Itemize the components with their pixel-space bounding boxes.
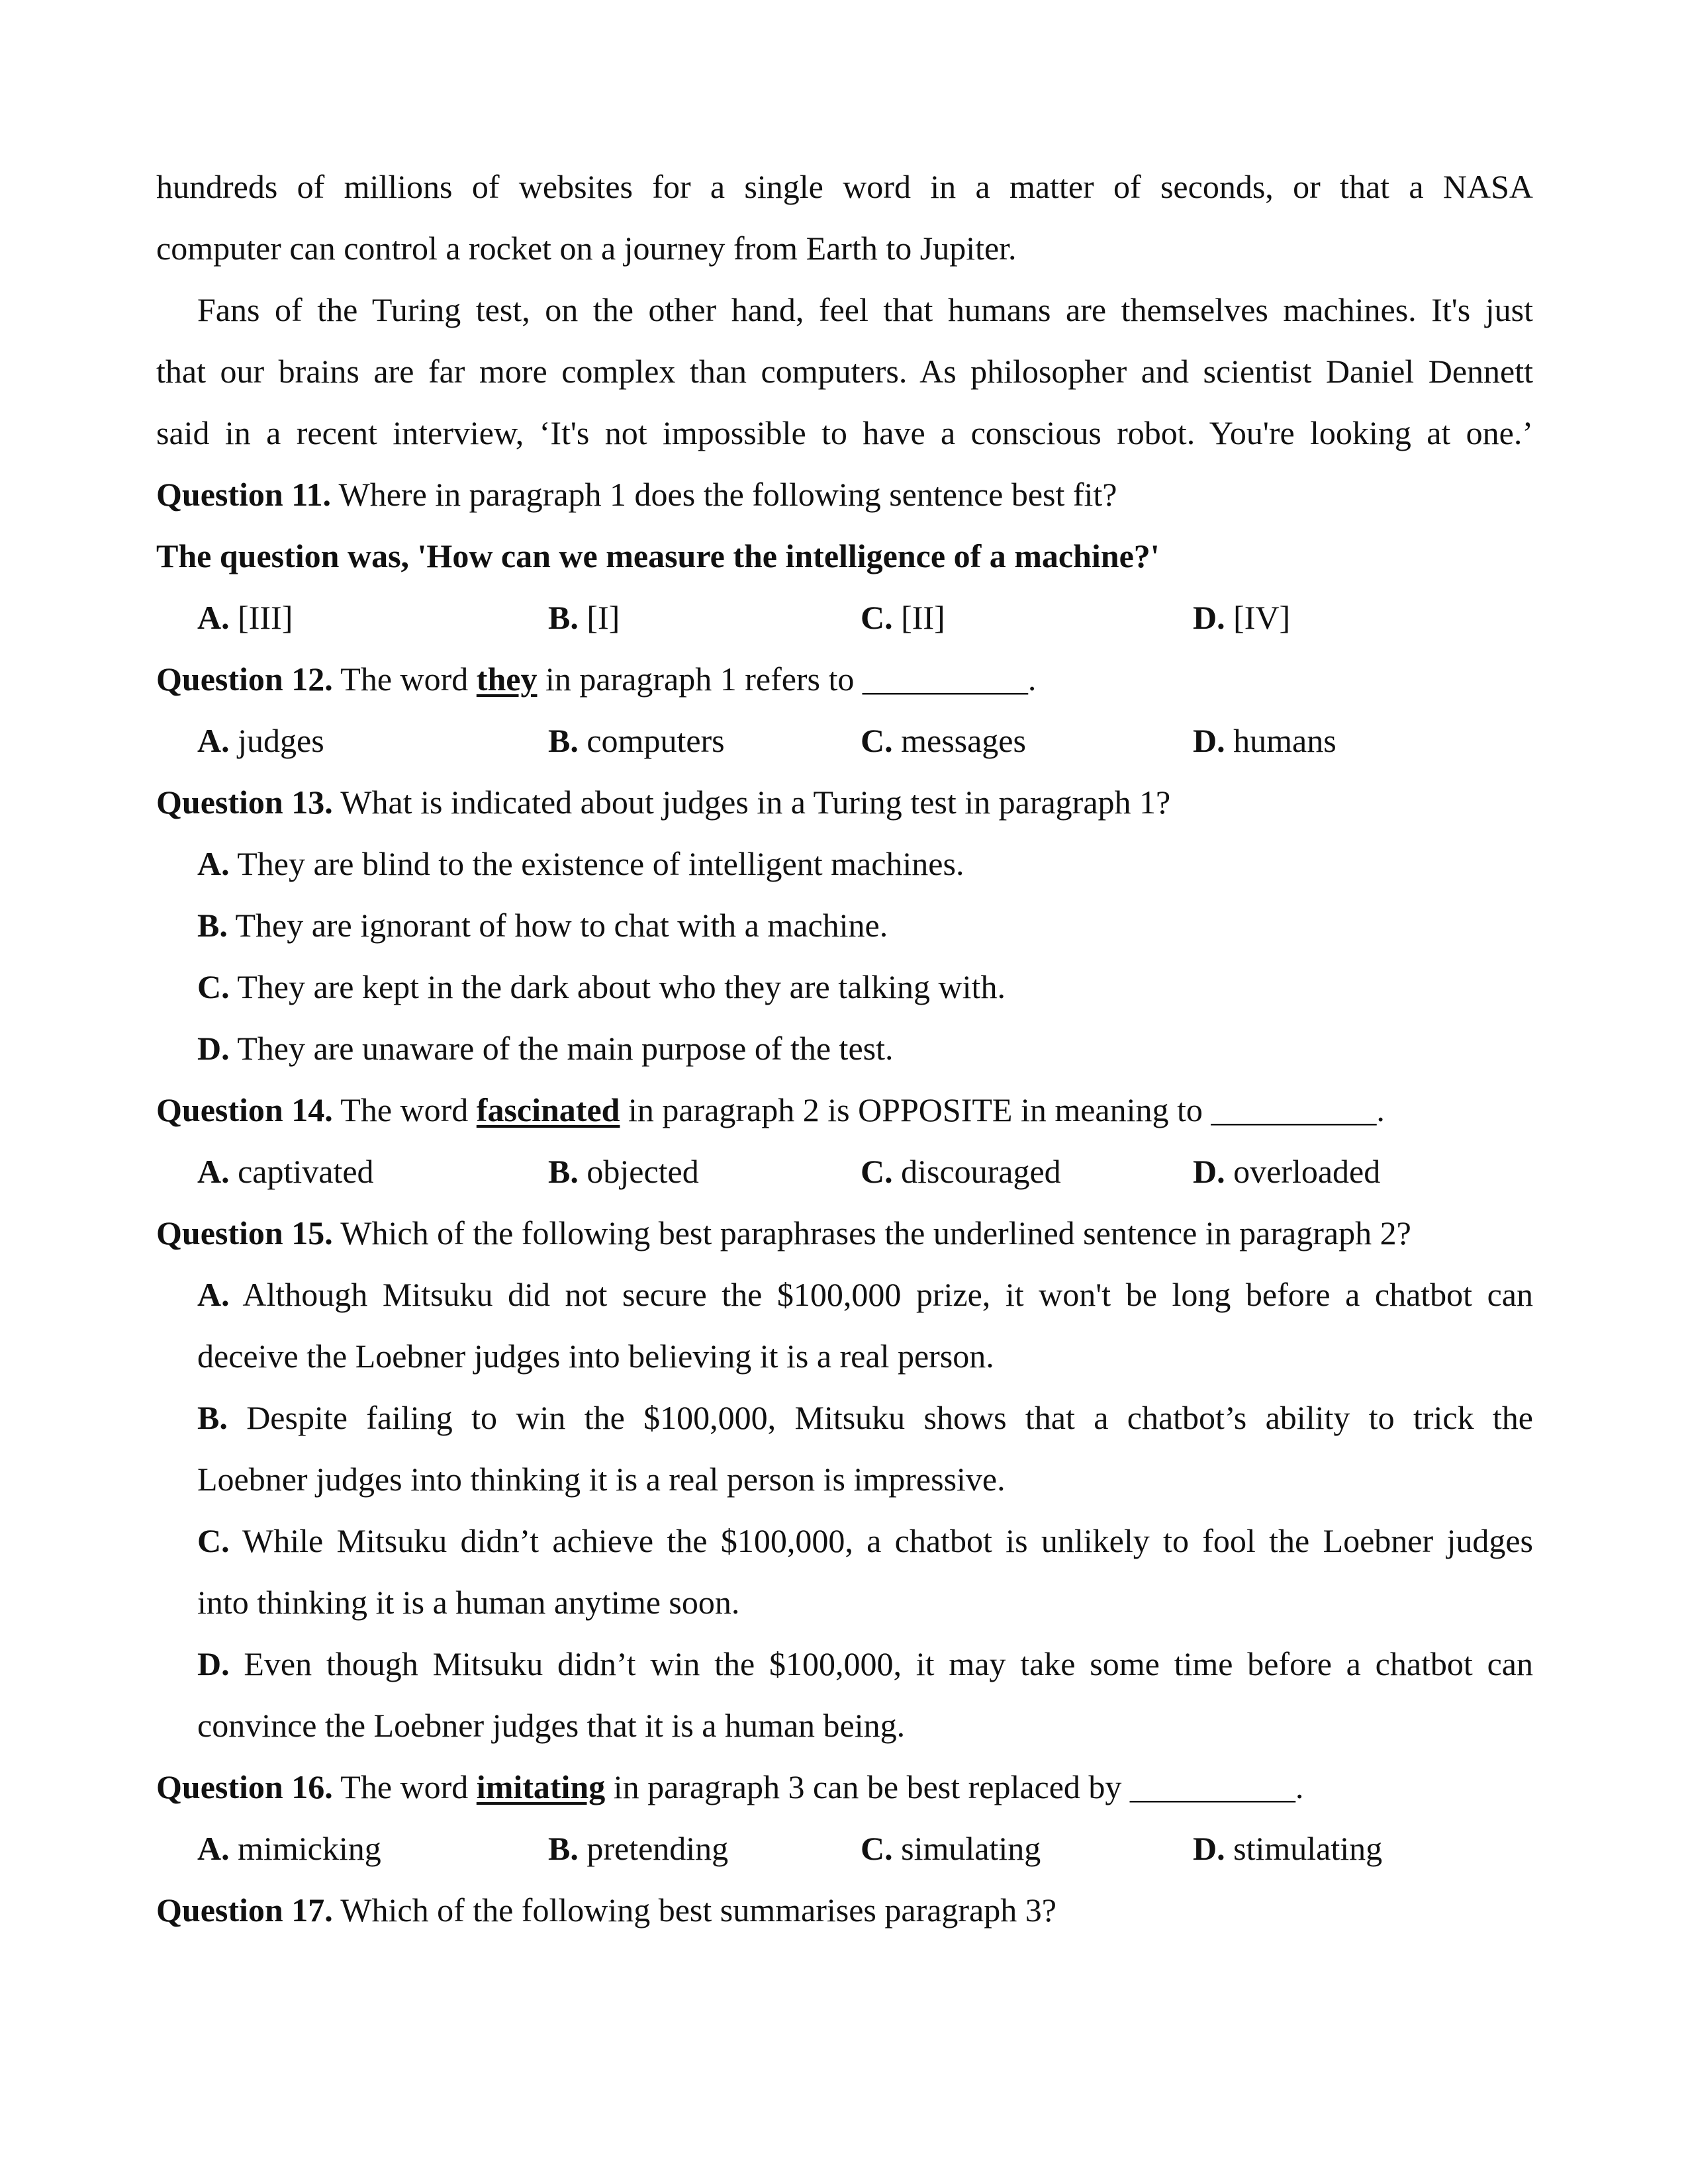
option-d[interactable]: D. They are unaware of the main purpose of the test. bbox=[197, 1030, 894, 1067]
question-label: Question 13. bbox=[156, 784, 333, 821]
question-stem: Question 14. The word fascinated in paragraph 2 is OPPOSITE in meaning to __________. bbox=[156, 1091, 1385, 1128]
question-label: Question 11. bbox=[156, 476, 331, 513]
option-b[interactable]: B. Despite failing to win the $100,000, Mitsuku shows that a chatbot’s ability to trick the Loebner judges into thinking it is a real person is impressive. bbox=[197, 1399, 1533, 1498]
options-row bbox=[156, 1818, 1533, 1880]
question-14 bbox=[156, 1079, 1533, 1203]
passage-line: hundreds of millions of websites for a single word in a matter of seconds, or that a NASA bbox=[156, 168, 1533, 205]
option-b[interactable]: B. They are ignorant of how to chat with a machine. bbox=[197, 907, 888, 944]
option-d[interactable]: D. Even though Mitsuku didn’t win the $100,000, it may take some time before a chatbot can convince the Loebner judges that it is a human being. bbox=[197, 1645, 1533, 1744]
option-a[interactable]: A. judges bbox=[197, 722, 324, 759]
option-b[interactable]: B. objected bbox=[548, 1153, 699, 1190]
passage-line: said in a recent interview, ‘It's not impossible to have a conscious robot. You're looking at one.’ bbox=[156, 414, 1533, 451]
options-row bbox=[156, 1141, 1533, 1203]
question-stem bbox=[156, 772, 1533, 833]
question-label: Question 12. bbox=[156, 660, 333, 698]
option-c[interactable]: C. messages bbox=[861, 722, 1026, 759]
question-text: Which of the following best paraphrases the underlined sentence in paragraph 2? bbox=[332, 1214, 1411, 1251]
question-11 bbox=[156, 464, 1533, 649]
question-stem: Question 16. The word imitating in paragraph 3 can be best replaced by __________. bbox=[156, 1768, 1304, 1805]
highlighted-word: they bbox=[476, 660, 538, 698]
options-row bbox=[156, 587, 1533, 649]
option-a[interactable]: A. They are blind to the existence of intelligent machines. bbox=[197, 845, 964, 882]
option-b[interactable]: B. computers bbox=[548, 722, 725, 759]
question-16 bbox=[156, 1756, 1533, 1880]
question-text: Where in paragraph 1 does the following sentence best fit? bbox=[330, 476, 1117, 513]
passage-line: Fans of the Turing test, on the other hand, feel that humans are themselves machines. It's just bbox=[197, 291, 1533, 328]
question-label: Question 16. bbox=[156, 1768, 333, 1805]
option-b[interactable]: B. pretending bbox=[548, 1830, 729, 1867]
highlighted-word: imitating bbox=[476, 1768, 606, 1805]
question-17 bbox=[156, 1880, 1533, 1941]
option-c[interactable]: C. discouraged bbox=[861, 1153, 1061, 1190]
option-c[interactable]: C. simulating bbox=[861, 1830, 1041, 1867]
question-text: Which of the following best summarises paragraph 3? bbox=[332, 1891, 1056, 1929]
option-d[interactable]: D. overloaded bbox=[1193, 1153, 1381, 1190]
question-13 bbox=[156, 772, 1533, 1079]
option-d[interactable]: D. humans bbox=[1193, 722, 1336, 759]
question-stem: Question 12. The word they in paragraph 1 refers to __________. bbox=[156, 660, 1037, 698]
highlighted-word: fascinated bbox=[476, 1091, 620, 1128]
option-d[interactable]: D. [IV] bbox=[1193, 599, 1291, 636]
option-d[interactable]: D. stimulating bbox=[1193, 1830, 1383, 1867]
option-b[interactable]: B. [I] bbox=[548, 599, 620, 636]
document-page bbox=[156, 156, 1533, 1941]
question-label: Question 15. bbox=[156, 1214, 333, 1251]
passage bbox=[156, 156, 1533, 464]
option-c[interactable]: C. They are kept in the dark about who they are talking with. bbox=[197, 968, 1006, 1005]
question-12 bbox=[156, 649, 1533, 772]
option-a[interactable]: A. Although Mitsuku did not secure the $100,000 prize, it won't be long before a chatbot can deceive the Loebner judges into believing it is a real person. bbox=[197, 1276, 1533, 1375]
passage-line: that our brains are far more complex than computers. As philosopher and scientist Daniel Dennett bbox=[156, 353, 1533, 390]
passage-line: computer can control a rocket on a journey from Earth to Jupiter. bbox=[156, 230, 1017, 267]
option-c[interactable]: C. [II] bbox=[861, 599, 945, 636]
option-a[interactable]: A. mimicking bbox=[197, 1830, 381, 1867]
question-stem bbox=[156, 1880, 1533, 1941]
question-text: What is indicated about judges in a Turing test in paragraph 1? bbox=[332, 784, 1171, 821]
options-row bbox=[156, 710, 1533, 772]
question-label: Question 14. bbox=[156, 1091, 333, 1128]
option-a[interactable]: A. captivated bbox=[197, 1153, 374, 1190]
question-stem bbox=[156, 1203, 1533, 1264]
question-15 bbox=[156, 1203, 1533, 1756]
insert-sentence: The question was, 'How can we measure the intelligence of a machine?' bbox=[156, 537, 1160, 574]
question-stem bbox=[156, 464, 1533, 525]
option-c[interactable]: C. While Mitsuku didn’t achieve the $100,000, a chatbot is unlikely to fool the Loebner judges into thinking it is a human anytime soon. bbox=[197, 1522, 1533, 1621]
option-a[interactable]: A. [III] bbox=[197, 599, 293, 636]
question-label: Question 17. bbox=[156, 1891, 333, 1929]
